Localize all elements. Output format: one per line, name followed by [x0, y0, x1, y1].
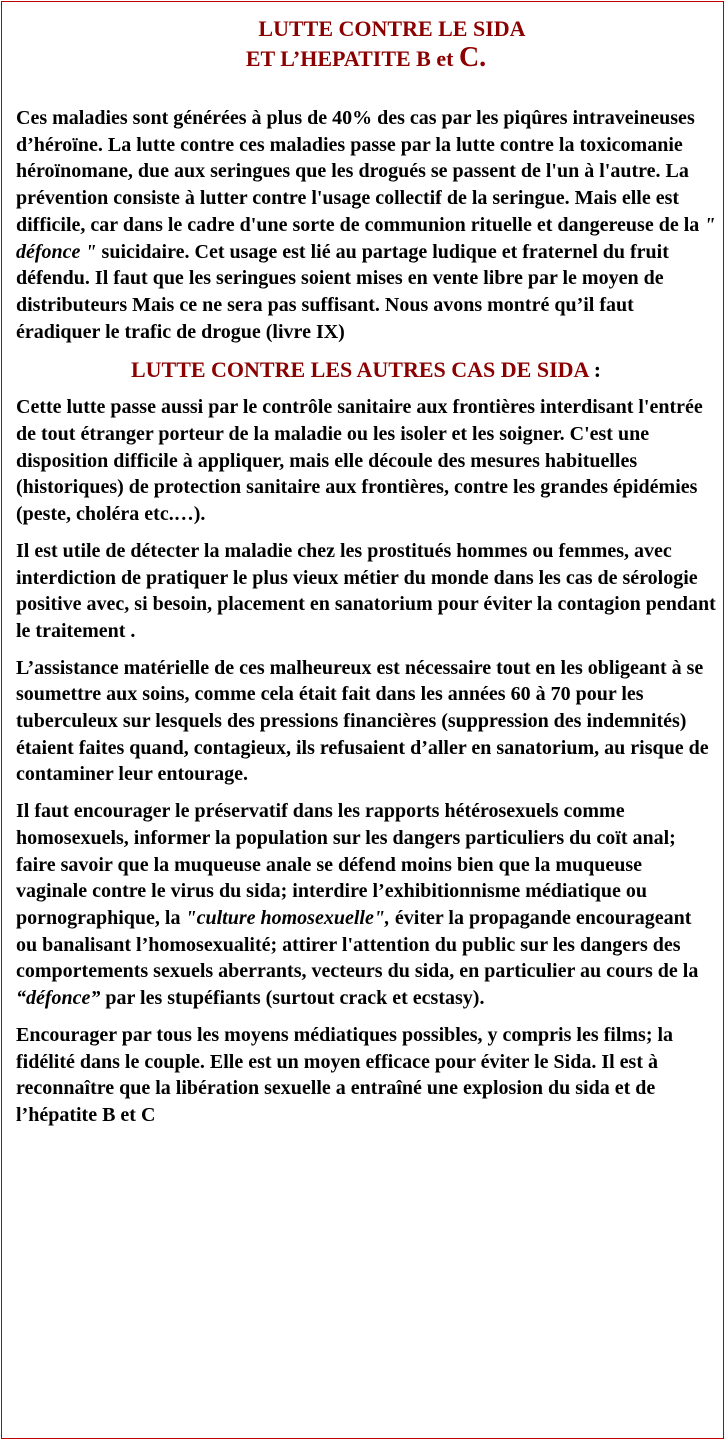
paragraph-4-defonce: “défonce”	[16, 987, 101, 1010]
document-body	[16, 14, 716, 1139]
paragraph-3: L’assistance matérielle de ces malheureux est nécessaire tout en les obligeant à se soumettre aux soins, comme cela était fait dans les années 60 à 70 pour les tuberculeux sur lesquels des pressions financières (suppression des indemnités) étaient faites quand, contagieux, ils refusaient d’aller en sanatorium, au risque de contaminer leur entourage.	[16, 656, 709, 786]
paragraph-1: Cette lutte passe aussi par le contrôle sanitaire aux frontières interdisant l'entrée de tout étranger porteur de la maladie ou les isoler et les soigner. C'est une disposition difficile à appliquer, mais elle découle des mesures habituelles (historiques) de protection sanitaire aux frontières, contre les grandes épidémies (peste, choléra etc.…).	[16, 396, 703, 526]
paragraph-4-part-a: Il faut encourager le préservatif dans les rapports hétérosexuels comme homosexuels, informer la population sur les dangers particuliers du coït anal; faire savoir que la muqueuse anale se défend moins bien que la muqueuse vaginale contre le virus du sida; interdire l’exhibitionnisme médiatique ou pornographique, la	[16, 800, 676, 929]
intro-part-c: suicidaire. Cet usage est lié au partage ludique et fraternel du fruit défendu. Il faut que les seringues soient mises en vente libre par le moyen de distributeurs Mais ce ne sera pas suffisant. Nous avons montré qu’il faut éradiquer le trafic de drogue (livre IX)	[16, 240, 669, 343]
intro-defonce: " défonce "	[16, 213, 716, 263]
paragraph-4-part-c: éviter la propagande encourageant ou banalisant l’homosexualité; attirer l'attention du public sur les dangers des comportements sexuels aberrants, vecteurs du sida, en particulier au cours de la	[16, 906, 699, 983]
paragraph-4-culture: "culture homosexuelle",	[185, 906, 390, 929]
paragraph-4-part-e: par les stupéfiants (surtout crack et ecstasy).	[100, 987, 485, 1010]
paragraph-4	[16, 798, 716, 1012]
intro-paragraph	[16, 105, 716, 345]
section-heading	[16, 355, 716, 384]
intro-part-a: Ces maladies sont générées à plus de 40% des cas par les piqûres intraveineuses d’héroïne. La lutte contre ces maladies passe par la lutte contre la toxicomanie héroïnomane, due aux seringues que les drogués se passent de l'un à l'autre. La prévention consiste à lutter contre l'usage collectif de la seringue. Mais elle est difficile, car dans le cadre d'une sorte de communion rituelle et dangereuse de la	[16, 107, 705, 236]
section-heading-suffix: :	[588, 357, 602, 383]
section-heading-text: LUTTE CONTRE LES AUTRES CAS DE SIDA	[130, 357, 589, 383]
paragraph-2: Il est utile de détecter la maladie chez les prostitués hommes ou femmes, avec interdiction de pratiquer le plus vieux métier du monde dans les cas de sérologie positive avec, si besoin, placement en sanatorium pour éviter la contagion pendant le traitement .	[16, 539, 716, 642]
title-line-1: LUTTE CONTRE LE SIDA	[258, 16, 526, 41]
title-line-2	[16, 43, 716, 73]
title-line-2-text: ET L’HEPATITE B et	[245, 46, 459, 71]
title-line-2-letter: C.	[458, 42, 487, 73]
paragraph-5: Encourager par tous les moyens médiatiques possibles, y compris les films; la fidélité dans le couple. Elle est un moyen efficace pour éviter le Sida. Il est à reconnaître que la libération sexuelle a entraîné une explosion du sida et de l’hépatite B et C	[16, 1023, 674, 1126]
